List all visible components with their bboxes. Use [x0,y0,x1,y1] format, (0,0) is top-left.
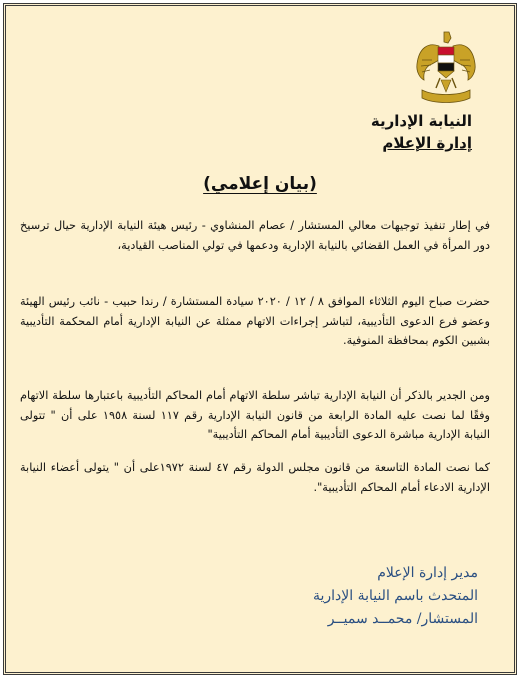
department-name: إدارة الإعلام [382,134,472,152]
egypt-eagle-emblem-icon [414,30,478,104]
signature-title: مدير إدارة الإعلام [377,565,478,581]
paragraph-1: في إطار تنفيذ توجيهات معالي المستشار / عصام المنشاوي - رئيس هيئة النيابة الإدارية حيال ترسيخ دور المرأة في العمل القضائي بالنيابة الإدارية ودعمها في تولي المناصب القيادية، [20,219,490,252]
document-title [6,174,514,194]
signature-name: المستشار/ محمــد سميــر [327,611,478,627]
organization-header [371,110,472,154]
signature-block [313,562,478,631]
document-title-text: (بيان إعلامي) [203,174,317,194]
signature-role: المتحدث باسم النيابة الإدارية [312,588,478,604]
paragraph-4: كما نصت المادة التاسعة من قانون مجلس الدولة رقم ٤٧ لسنة ١٩٧٢على أن " يتولى أعضاء النيابة الإدارية الادعاء أمام المحاكم التأديبية". [20,461,490,494]
organization-name: النيابة الإدارية [370,112,472,130]
paragraph-3: ومن الجدير بالذكر أن النيابة الإدارية تباشر سلطة الاتهام أمام المحاكم التأديبية باعتبارها سلطة الاتهام وفقًا لما نصت عليه المادة الرابعة من قانون النيابة الإدارية رقم ١١٧ لسنة ١٩٥٨ على أن " تتولى النيابة الإدارية مباشرة الدعوى التأديبية أمام المحاكم التأديبية" [20,389,491,441]
paragraph-2: حضرت صباح اليوم الثلاثاء الموافق ٨ / ١٢ / ٢٠٢٠ سيادة المستشارة / رندا حبيب - نائب رئيس الهيئة وعضو فرع الدعوى التأديبية، لتباشر إجراءات الاتهام ممثلة عن النيابة الإدارية أمام المحكمة التأديبية بشبين الكوم بمحافظة المنوفية. [20,295,490,347]
document-page [3,3,517,675]
